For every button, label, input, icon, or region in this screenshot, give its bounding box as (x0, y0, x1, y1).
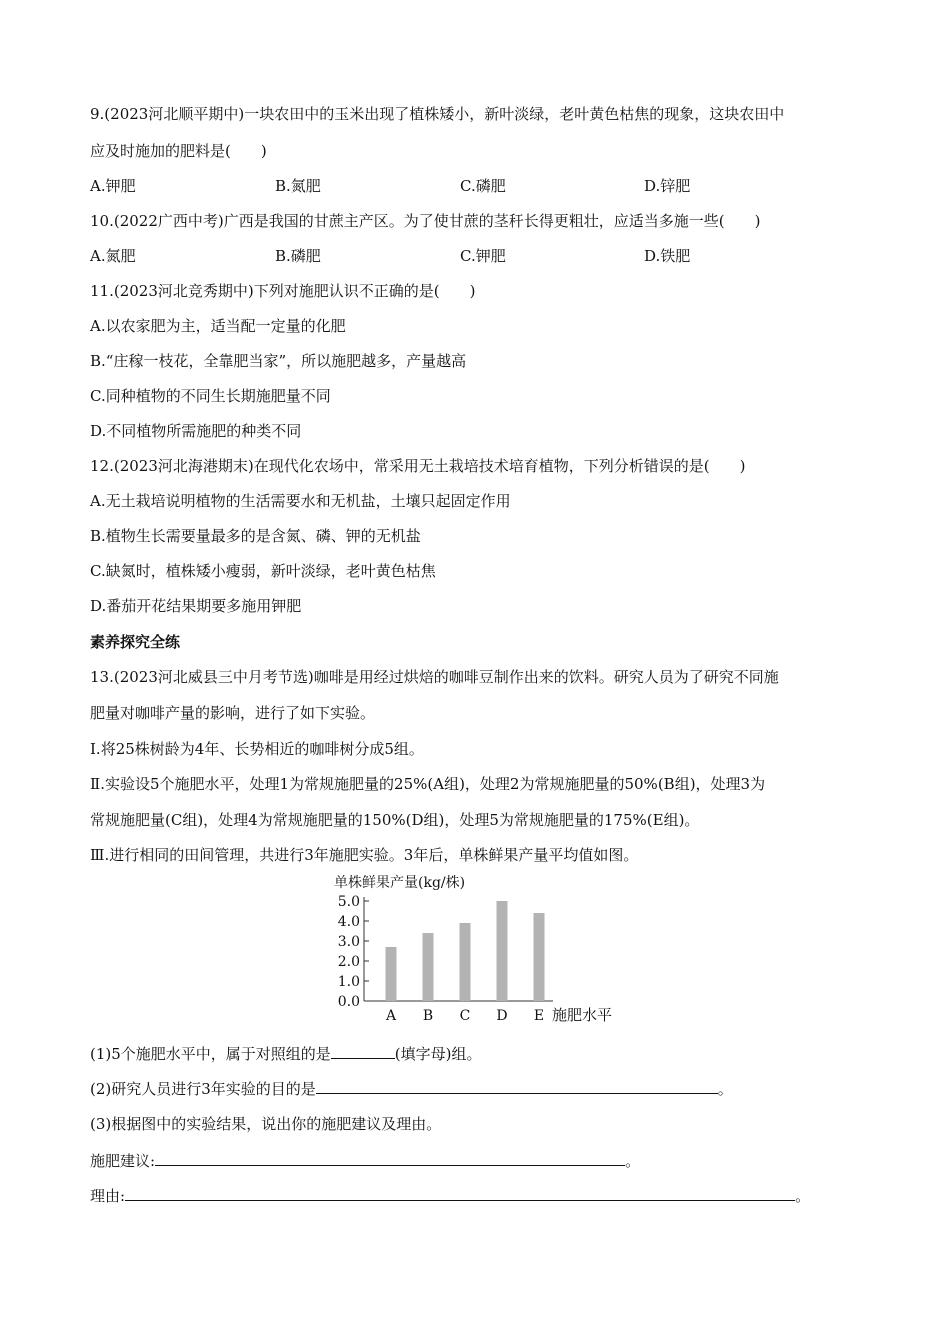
chart-x-ticks (385, 1008, 544, 1024)
q12-stem: 12.(2023河北海港期末)在现代化农场中，常采用无土栽培技术培育植物，下列分析错误的是( ) (90, 457, 746, 475)
chart-x-axis-label: 施肥水平 (552, 1006, 613, 1024)
q11-option-c: C.同种植物的不同生长期施肥量不同 (90, 387, 331, 405)
q13-stem-line1: 13.(2023河北威县三中月考节选)咖啡是用经过烘焙的咖啡豆制作出来的饮料。研究人员为了研究不同施 (90, 668, 779, 686)
y-tick-label: 4.0 (337, 914, 360, 930)
q12-option-d: D.番茄开花结果期要多施用钾肥 (90, 597, 302, 615)
q10-option-b: B.磷肥 (275, 247, 321, 265)
chart-y-axis-label: 单株鲜果产量(kg/株) (334, 875, 466, 891)
answer-blank-reason[interactable] (125, 1185, 795, 1201)
chart-bars (386, 901, 545, 1001)
bar-b (423, 933, 434, 1001)
yield-bar-chart (320, 870, 630, 1030)
q9-stem-line2: 应及时施加的肥料是( ) (90, 142, 267, 160)
q13-sub1 (90, 1043, 482, 1064)
q13-sub1-suffix: (填字母)组。 (394, 1045, 482, 1063)
q10-option-a: A.氮肥 (90, 247, 136, 265)
x-tick-label-c: C (459, 1008, 471, 1024)
q9-option-a: A.钾肥 (90, 177, 136, 195)
x-tick-label-d: D (496, 1008, 508, 1024)
q12-option-a: A.无土栽培说明植物的生活需要水和无机盐，土壤只起固定作用 (90, 492, 511, 510)
q13-step3: Ⅲ.进行相同的田间管理，共进行3年施肥实验。3年后，单株鲜果产量平均值如图。 (90, 846, 639, 864)
reason-label: 理由: (90, 1187, 126, 1205)
q10-option-d: D.铁肥 (644, 247, 691, 265)
q12-option-c: C.缺氮时，植株矮小瘦弱，新叶淡绿，老叶黄色枯焦 (90, 562, 436, 580)
reason-suffix: 。 (795, 1187, 811, 1205)
q11-option-b: B.“庄稼一枝花，全靠肥当家”，所以施肥越多，产量越高 (90, 352, 467, 370)
answer-blank-2[interactable] (316, 1078, 718, 1094)
y-tick-label: 0.0 (337, 994, 360, 1010)
q9-option-b: B.氮肥 (275, 177, 321, 195)
q13-sub2-suffix: 。 (717, 1080, 733, 1098)
answer-blank-advice[interactable] (155, 1150, 625, 1166)
q10-stem: 10.(2022广西中考)广西是我国的甘蔗主产区。为了使甘蔗的茎秆长得更粗壮，应适当多施一些( ) (90, 212, 761, 230)
bar-a (386, 947, 397, 1001)
q10-option-c: C.钾肥 (460, 247, 506, 265)
y-tick-label: 2.0 (337, 954, 360, 970)
x-tick-label-e: E (533, 1008, 545, 1024)
x-tick-label-b: B (422, 1008, 434, 1024)
bar-e (534, 913, 545, 1001)
q9-stem-line1: 9.(2023河北顺平期中)一块农田中的玉米出现了植株矮小，新叶淡绿，老叶黄色枯焦的现象，这块农田中 (90, 105, 785, 123)
q13-sub2-prefix: (2)研究人员进行3年实验的目的是 (90, 1080, 316, 1098)
q13-step2-line2: 常规施肥量(C组)，处理4为常规施肥量的150%(D组)，处理5为常规施肥量的175%(E组)。 (90, 811, 700, 829)
q13-sub3: (3)根据图中的实验结果，说出你的施肥建议及理由。 (90, 1115, 442, 1133)
bar-c (460, 923, 471, 1001)
q13-stem-line2: 肥量对咖啡产量的影响，进行了如下实验。 (90, 704, 376, 722)
q13-step2-line1: Ⅱ.实验设5个施肥水平，处理1为常规施肥量的25%(A组)，处理2为常规施肥量的50%(B组)，处理3为 (90, 775, 766, 793)
q11-option-a: A.以农家肥为主，适当配一定量的化肥 (90, 317, 346, 335)
y-tick-label: 3.0 (337, 934, 360, 950)
q11-stem: 11.(2023河北竞秀期中)下列对施肥认识不正确的是( ) (90, 282, 476, 300)
advice-suffix: 。 (625, 1152, 641, 1170)
advice-label: 施肥建议: (90, 1152, 156, 1170)
y-tick-label: 1.0 (337, 974, 360, 990)
section-title: 素养探究全练 (90, 633, 181, 651)
q9-option-d: D.锌肥 (644, 177, 691, 195)
q13-reason (90, 1185, 810, 1206)
q9-option-c: C.磷肥 (460, 177, 506, 195)
x-tick-label-a: A (385, 1008, 397, 1024)
q13-step1: Ⅰ.将25株树龄为4年、长势相近的咖啡树分成5组。 (90, 740, 424, 758)
answer-blank-1[interactable] (331, 1043, 395, 1059)
bar-d (497, 901, 508, 1001)
q13-sub1-prefix: (1)5个施肥水平中，属于对照组的是 (90, 1045, 331, 1063)
q11-option-d: D.不同植物所需施肥的种类不同 (90, 422, 302, 440)
y-tick-label: 5.0 (337, 894, 360, 910)
q13-sub2 (90, 1078, 733, 1099)
q13-advice (90, 1150, 640, 1171)
q12-option-b: B.植物生长需要量最多的是含氮、磷、钾的无机盐 (90, 527, 421, 545)
